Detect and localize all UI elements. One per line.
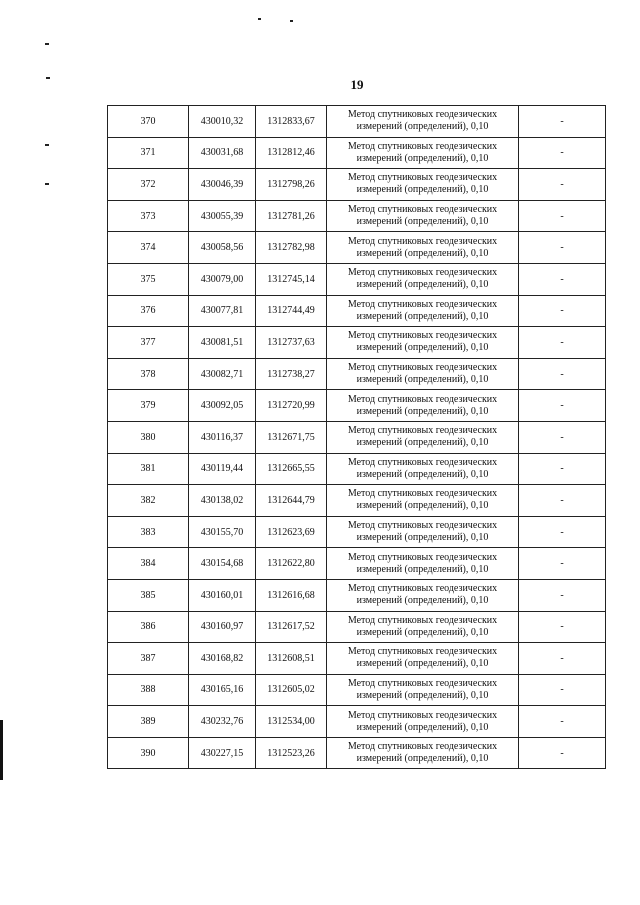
y-coordinate-cell: 1312798,26 — [256, 169, 327, 201]
x-coordinate-cell: 430046,39 — [189, 169, 256, 201]
note-cell: - — [519, 232, 606, 264]
y-coordinate-cell: 1312608,51 — [256, 643, 327, 675]
x-coordinate-cell: 430031,68 — [189, 137, 256, 169]
method-cell: Метод спутниковых геодезических измерений (определений), 0,10 — [327, 358, 519, 390]
x-coordinate-cell: 430116,37 — [189, 421, 256, 453]
x-coordinate-cell: 430154,68 — [189, 548, 256, 580]
x-coordinate-cell: 430168,82 — [189, 643, 256, 675]
point-number-cell: 385 — [108, 579, 189, 611]
method-cell: Метод спутниковых геодезических измерений (определений), 0,10 — [327, 674, 519, 706]
y-coordinate-cell: 1312623,69 — [256, 516, 327, 548]
y-coordinate-cell: 1312812,46 — [256, 137, 327, 169]
point-number-cell: 372 — [108, 169, 189, 201]
method-cell: Метод спутниковых геодезических измерений (определений), 0,10 — [327, 106, 519, 138]
note-cell: - — [519, 643, 606, 675]
table-row — [108, 548, 606, 580]
table-row — [108, 358, 606, 390]
note-cell: - — [519, 137, 606, 169]
method-cell: Метод спутниковых геодезических измерений (определений), 0,10 — [327, 579, 519, 611]
point-number-cell: 387 — [108, 643, 189, 675]
y-coordinate-cell: 1312534,00 — [256, 706, 327, 738]
method-cell: Метод спутниковых геодезических измерений (определений), 0,10 — [327, 643, 519, 675]
note-cell: - — [519, 706, 606, 738]
x-coordinate-cell: 430082,71 — [189, 358, 256, 390]
y-coordinate-cell: 1312745,14 — [256, 263, 327, 295]
note-cell: - — [519, 200, 606, 232]
point-number-cell: 370 — [108, 106, 189, 138]
table-row — [108, 106, 606, 138]
x-coordinate-cell: 430165,16 — [189, 674, 256, 706]
note-cell: - — [519, 737, 606, 769]
y-coordinate-cell: 1312616,68 — [256, 579, 327, 611]
y-coordinate-cell: 1312737,63 — [256, 327, 327, 359]
point-number-cell: 373 — [108, 200, 189, 232]
method-cell: Метод спутниковых геодезических измерений (определений), 0,10 — [327, 200, 519, 232]
method-cell: Метод спутниковых геодезических измерений (определений), 0,10 — [327, 516, 519, 548]
y-coordinate-cell: 1312782,98 — [256, 232, 327, 264]
point-number-cell: 379 — [108, 390, 189, 422]
table-row — [108, 232, 606, 264]
table-row — [108, 516, 606, 548]
method-cell: Метод спутниковых геодезических измерений (определений), 0,10 — [327, 737, 519, 769]
note-cell: - — [519, 453, 606, 485]
x-coordinate-cell: 430079,00 — [189, 263, 256, 295]
point-number-cell: 384 — [108, 548, 189, 580]
table-row — [108, 579, 606, 611]
note-cell: - — [519, 611, 606, 643]
y-coordinate-cell: 1312644,79 — [256, 485, 327, 517]
x-coordinate-cell: 430081,51 — [189, 327, 256, 359]
note-cell: - — [519, 421, 606, 453]
y-coordinate-cell: 1312523,26 — [256, 737, 327, 769]
scan-speck — [290, 20, 293, 22]
method-cell: Метод спутниковых геодезических измерений (определений), 0,10 — [327, 327, 519, 359]
note-cell: - — [519, 106, 606, 138]
table-row — [108, 295, 606, 327]
table-row — [108, 674, 606, 706]
method-cell: Метод спутниковых геодезических измерений (определений), 0,10 — [327, 169, 519, 201]
note-cell: - — [519, 295, 606, 327]
y-coordinate-cell: 1312665,55 — [256, 453, 327, 485]
note-cell: - — [519, 674, 606, 706]
method-cell: Метод спутниковых геодезических измерений (определений), 0,10 — [327, 421, 519, 453]
point-number-cell: 388 — [108, 674, 189, 706]
table-row — [108, 327, 606, 359]
scan-speck — [45, 183, 49, 185]
table-row — [108, 706, 606, 738]
y-coordinate-cell: 1312833,67 — [256, 106, 327, 138]
point-number-cell: 374 — [108, 232, 189, 264]
x-coordinate-cell: 430055,39 — [189, 200, 256, 232]
note-cell: - — [519, 390, 606, 422]
y-coordinate-cell: 1312605,02 — [256, 674, 327, 706]
point-number-cell: 371 — [108, 137, 189, 169]
table-row — [108, 390, 606, 422]
table-row — [108, 200, 606, 232]
coordinates-table — [107, 105, 606, 769]
point-number-cell: 382 — [108, 485, 189, 517]
point-number-cell: 375 — [108, 263, 189, 295]
x-coordinate-cell: 430155,70 — [189, 516, 256, 548]
note-cell: - — [519, 579, 606, 611]
point-number-cell: 380 — [108, 421, 189, 453]
y-coordinate-cell: 1312744,49 — [256, 295, 327, 327]
scan-speck — [258, 18, 261, 20]
scan-edge-mark — [0, 720, 3, 780]
note-cell: - — [519, 169, 606, 201]
table-row — [108, 137, 606, 169]
point-number-cell: 386 — [108, 611, 189, 643]
note-cell: - — [519, 358, 606, 390]
y-coordinate-cell: 1312671,75 — [256, 421, 327, 453]
method-cell: Метод спутниковых геодезических измерений (определений), 0,10 — [327, 295, 519, 327]
x-coordinate-cell: 430092,05 — [189, 390, 256, 422]
point-number-cell: 378 — [108, 358, 189, 390]
x-coordinate-cell: 430077,81 — [189, 295, 256, 327]
x-coordinate-cell: 430119,44 — [189, 453, 256, 485]
method-cell: Метод спутниковых геодезических измерений (определений), 0,10 — [327, 263, 519, 295]
table-row — [108, 611, 606, 643]
note-cell: - — [519, 548, 606, 580]
x-coordinate-cell: 430227,15 — [189, 737, 256, 769]
method-cell: Метод спутниковых геодезических измерений (определений), 0,10 — [327, 137, 519, 169]
method-cell: Метод спутниковых геодезических измерений (определений), 0,10 — [327, 611, 519, 643]
x-coordinate-cell: 430160,97 — [189, 611, 256, 643]
table-row — [108, 421, 606, 453]
point-number-cell: 390 — [108, 737, 189, 769]
point-number-cell: 389 — [108, 706, 189, 738]
method-cell: Метод спутниковых геодезических измерений (определений), 0,10 — [327, 453, 519, 485]
method-cell: Метод спутниковых геодезических измерений (определений), 0,10 — [327, 232, 519, 264]
method-cell: Метод спутниковых геодезических измерений (определений), 0,10 — [327, 485, 519, 517]
point-number-cell: 383 — [108, 516, 189, 548]
x-coordinate-cell: 430010,32 — [189, 106, 256, 138]
table-row — [108, 485, 606, 517]
note-cell: - — [519, 327, 606, 359]
y-coordinate-cell: 1312720,99 — [256, 390, 327, 422]
scan-speck — [45, 43, 49, 45]
table-row — [108, 643, 606, 675]
x-coordinate-cell: 430138,02 — [189, 485, 256, 517]
note-cell: - — [519, 485, 606, 517]
y-coordinate-cell: 1312617,52 — [256, 611, 327, 643]
x-coordinate-cell: 430058,56 — [189, 232, 256, 264]
page-number: 19 — [350, 77, 364, 92]
method-cell: Метод спутниковых геодезических измерений (определений), 0,10 — [327, 706, 519, 738]
point-number-cell: 376 — [108, 295, 189, 327]
table-body — [108, 106, 606, 769]
table-row — [108, 737, 606, 769]
table-row — [108, 169, 606, 201]
method-cell: Метод спутниковых геодезических измерений (определений), 0,10 — [327, 390, 519, 422]
point-number-cell: 377 — [108, 327, 189, 359]
x-coordinate-cell: 430232,76 — [189, 706, 256, 738]
y-coordinate-cell: 1312738,27 — [256, 358, 327, 390]
x-coordinate-cell: 430160,01 — [189, 579, 256, 611]
table-row — [108, 453, 606, 485]
scan-speck — [45, 144, 49, 146]
y-coordinate-cell: 1312781,26 — [256, 200, 327, 232]
point-number-cell: 381 — [108, 453, 189, 485]
note-cell: - — [519, 263, 606, 295]
note-cell: - — [519, 516, 606, 548]
table-row — [108, 263, 606, 295]
method-cell: Метод спутниковых геодезических измерений (определений), 0,10 — [327, 548, 519, 580]
y-coordinate-cell: 1312622,80 — [256, 548, 327, 580]
